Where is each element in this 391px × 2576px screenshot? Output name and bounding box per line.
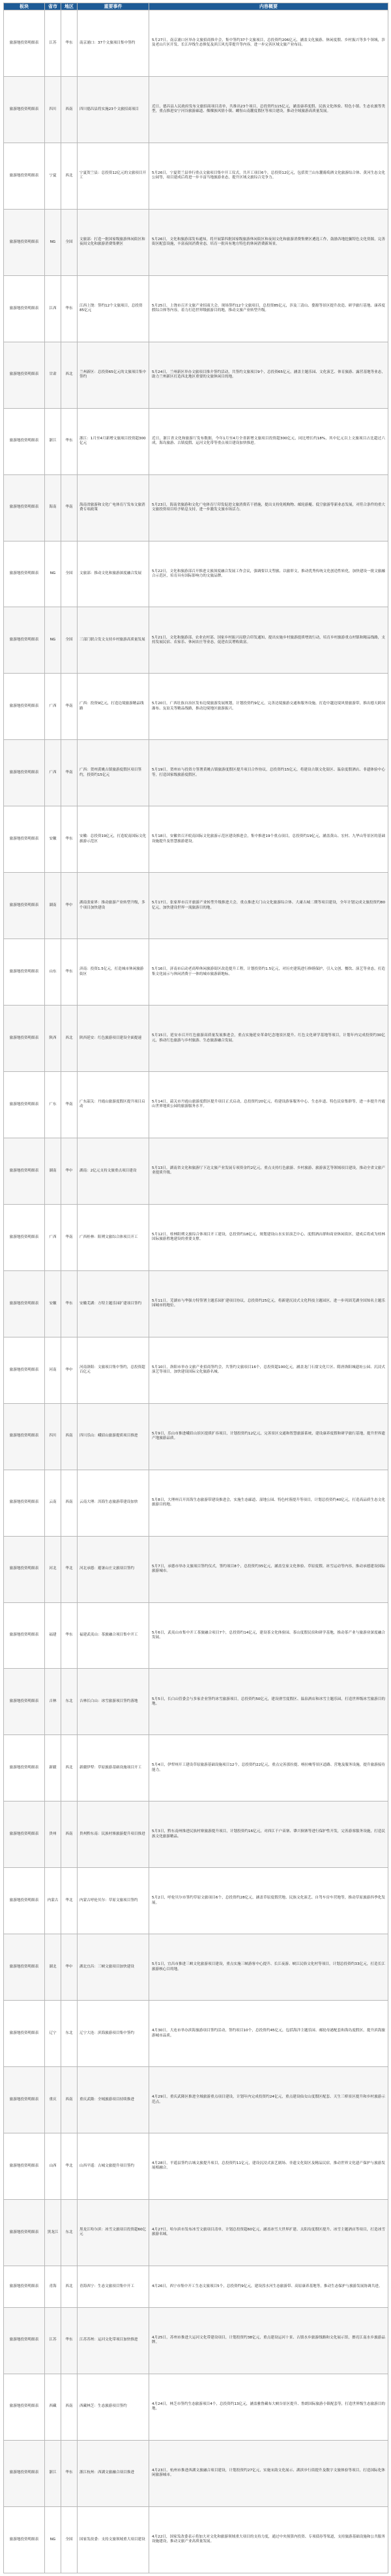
row-title-cell: 云南大理：洱海生态旅游带建设加快	[78, 1470, 149, 1536]
row-area-cell: 华中	[61, 1934, 78, 2001]
table-row	[4, 10, 388, 77]
table-row	[4, 1868, 388, 1934]
row-region-cell: 内蒙古	[45, 1868, 61, 1934]
row-region-cell: 浙江	[45, 408, 61, 474]
row-title-cell: 浙江：1月至4月新增文旅项目投资超300亿元	[78, 408, 149, 474]
row-category-cell: 旅游地投资明细表	[4, 143, 45, 209]
row-area-cell: 西南	[61, 1470, 78, 1536]
row-detail-cell: 5月8日，大理州召开洱海生态旅游带建设推进会，实施生态廊道、湿地公园、特色村落提升等项目，计划总投资约40亿元，打造高品质生态文化旅游目的地。	[149, 1470, 388, 1536]
row-category-cell: 旅游地投资明细表	[4, 275, 45, 342]
row-area-cell: 全国	[61, 541, 78, 607]
row-category-cell: 旅游地投资明细表	[4, 2307, 45, 2374]
row-detail-cell: 4月22日，国家发改委表示将加大对文化和旅游领域重大项目的支持力度，通过中央预算内投资、专项债券等渠道，支持旅游基础设施和公共服务设施建设，推动文旅产业高质量发展。	[149, 2506, 388, 2573]
row-area-cell: 华南	[61, 740, 78, 806]
row-area-cell: 华中	[61, 873, 78, 939]
row-detail-cell: 5月2日，呼伦贝尔市签约草原文旅项目6个，总投资约28亿元，涵盖草原度假营地、民族文化演艺、自驾车房车营地等，推动草原旅游四季化发展。	[149, 1868, 388, 1934]
row-detail-cell: 5月9日，乐山市推进峨眉山景区提质扩容项目，计划投资约12亿元，完善景区交通和智慧旅游系统，建设康养度假和研学旅行基地，提升世界遗产地旅游品质。	[149, 1403, 388, 1470]
table-body	[4, 10, 388, 2573]
row-area-cell: 华北	[61, 1868, 78, 1934]
table-row	[4, 1138, 388, 1204]
row-category-cell: 旅游地投资明细表	[4, 1337, 45, 1403]
row-category-cell: 旅游地投资明细表	[4, 873, 45, 939]
row-title-cell: 国家发改委：支持文旅领域重大项目建设	[78, 2506, 149, 2573]
table-row	[4, 1337, 388, 1403]
row-region-cell: 四川	[45, 76, 61, 143]
row-detail-cell: 4月24日，林芝市签约生态旅游项目4个，总投资约13亿元，涵盖雅鲁藏布大峡谷景区提升、鲁朗国际旅游小镇配套等，打造世界级生态旅游目的地。	[149, 2374, 388, 2440]
row-detail-cell: 5月12日，桂林阳朔文旅综合体项目开工建设，总投资约18亿元，规划建设山水实景演艺中心、度假酒店群和商业休闲街区，建成后将成为桂林国际旅游胜地建设的重要支撑。	[149, 1204, 388, 1270]
row-category-cell: 旅游地投资明细表	[4, 1072, 45, 1138]
row-area-cell: 东北	[61, 1669, 78, 1735]
row-category-cell: 旅游地投资明细表	[4, 607, 45, 674]
row-region-cell: 广东	[45, 1072, 61, 1138]
row-category-cell: 旅游地投资明细表	[4, 2506, 45, 2573]
row-category-cell: 旅游地投资明细表	[4, 1138, 45, 1204]
row-region-cell: 湖南	[45, 873, 61, 939]
row-area-cell: 西北	[61, 1735, 78, 1802]
row-detail-cell: 近日，浙江省文化和旅游厅发布数据，今年1月至4月全省新增文旅项目投资超300亿元，同比增长约18%，其中亿元以上文旅项目占比超过六成，海岛旅游、古镇度假、运河文化带等重点项目建设加快推进。	[149, 408, 388, 474]
row-region-cell: 黑龙江	[45, 2199, 61, 2266]
row-area-cell: 西南	[61, 2374, 78, 2440]
row-area-cell: 全国	[61, 2506, 78, 2573]
row-category-cell: 旅游地投资明细表	[4, 740, 45, 806]
header-detail: 内容概要	[149, 3, 388, 10]
row-title-cell: 安徽芜湖：方特主题乐园扩建项目签约	[78, 1270, 149, 1337]
row-title-cell: 江苏苏州：运河文化带项目加快推进	[78, 2307, 149, 2374]
row-region-cell: 广西	[45, 740, 61, 806]
row-detail-cell: 4月27日，哈尔滨市发布冰雪文旅项目清单，计划总投资超60亿元，涵盖冰雪大世界扩建、太阳岛度假区提升、冰雪主题酒店等项目，打造冰雪旅游名城。	[149, 2199, 388, 2266]
table-row	[4, 2307, 388, 2374]
row-region-cell: 云南	[45, 1470, 61, 1536]
row-title-cell: 南京浦口：37个文旅项目集中签约	[78, 10, 149, 77]
row-area-cell: 全国	[61, 607, 78, 674]
row-area-cell: 东北	[61, 2001, 78, 2067]
row-area-cell: 西南	[61, 1403, 78, 1470]
row-region-cell: 福建	[45, 1602, 61, 1669]
row-category-cell: 旅游地投资明细表	[4, 474, 45, 541]
row-detail-cell: 4月23日，杭州市推进西湖文旅融合项目建设，计划投资约27亿元，实施宋韵文化展示、湖滨步行街提升及数字文旅体验等项目，打造国际化休闲旅游城市。	[149, 2440, 388, 2506]
row-category-cell: 旅游地投资明细表	[4, 2440, 45, 2506]
header-title: 重要事件	[78, 3, 149, 10]
row-detail-cell: 4月26日，西宁市集中开工生态文旅项目5个，总投资约9亿元，建设湟水河生态旅游带、高原康养基地等，推动生态保护与旅游发展协调共进。	[149, 2266, 388, 2307]
row-detail-cell: 5月1日，宜昌市推进三峡文化旅游项目建设，重点实施三峡游客中心提升、长江夜游、峡江民俗文化村等项目，计划总投资约33亿元，打造长江旅游核心目的地。	[149, 1934, 388, 2001]
row-detail-cell: 4月25日，苏州市推进大运河文化带建设项目，计划投资约38亿元，重点建设运河十景、古镇水乡旅游线路和文化展示馆，擦亮江南水乡旅游品牌。	[149, 2307, 388, 2374]
row-detail-cell: 5月10日，洛阳市举办文旅产业招商签约会，共签约文旅项目16个，总投资超100亿元，涵盖龙门石窟文化片区、隋唐洛阳城遗址公园、沉浸式演艺等项目，加快建设国际文化旅游名城。	[149, 1337, 388, 1403]
table-row	[4, 541, 388, 607]
row-title-cell: 宁夏贺兰县：总投资12亿元的文旅项目开工	[78, 143, 149, 209]
row-region-cell: 青海	[45, 2266, 61, 2307]
row-area-cell: 华中	[61, 1138, 78, 1204]
row-detail-cell: 5月14日，韶关市丹霞山旅游度假区提升项目正式启动，总投资约20亿元，将建设游客服务中心、生态步道、特色民宿集群等，进一步提升丹霞山世界地质公园的旅游服务水平。	[149, 1072, 388, 1138]
row-title-cell: 广西桂林：阳朔文旅综合体项目开工	[78, 1204, 149, 1270]
row-region-cell: 江西	[45, 275, 61, 342]
table-row	[4, 2374, 388, 2440]
row-region-cell: NG	[45, 607, 61, 674]
row-detail-cell: 5月26日，宁夏贺兰县举行重点文旅项目集中开工仪式，共开工项目6个，总投资12亿元，包括贺兰山东麓葡萄酒文化旅游综合体、黄河生态文化公园等，项目建成后将进一步丰富当地旅游业态，提升区域文旅综合竞争力。	[149, 143, 388, 209]
row-region-cell: 四川	[45, 1403, 61, 1470]
row-title-cell: 浙江杭州：西湖文旅融合项目推进	[78, 2440, 149, 2506]
row-detail-cell: 5月17日，张家界市召开旅游产业转型升级推进大会，重点推进天门山文化旅游综合体、大庸古城二期等项目建设，全年计划完成文旅投资约80亿元，加快建设世界一流旅游目的地。	[149, 873, 388, 939]
row-detail-cell: 5月11日，芜湖市与华强方特签署主题乐园扩建项目协议，总投资约25亿元，将新建沉浸式文化科技主题园区，进一步巩固芜湖全国知名主题乐园城市的地位。	[149, 1270, 388, 1337]
row-category-cell: 旅游地投资明细表	[4, 1602, 45, 1669]
row-title-cell: 吉林长白山：冰雪旅游项目签约落地	[78, 1669, 149, 1735]
row-area-cell: 华东	[61, 1270, 78, 1337]
row-area-cell: 华中	[61, 1337, 78, 1403]
row-detail-cell: 5月21日，文化和旅游部、农业农村部、国家乡村振兴局联合印发通知，提出实施乡村旅游提质增效行动，培育乡村旅游重点村镇和精品线路，支持发展民宿、农家乐、休闲农庄等业态，促进农民增收致富。	[149, 607, 388, 674]
row-region-cell: 广西	[45, 674, 61, 740]
row-area-cell: 华东	[61, 2307, 78, 2374]
row-area-cell: 华南	[61, 674, 78, 740]
table-row	[4, 1536, 388, 1602]
row-area-cell: 华东	[61, 10, 78, 77]
row-region-cell: 甘肃	[45, 342, 61, 408]
table-row	[4, 2506, 388, 2573]
row-area-cell: 西南	[61, 76, 78, 143]
row-detail-cell: 5月25日，上饶市召开文旅产业招商大会，现场签约12个文旅项目，总投资85亿元，涉及三清山、婺源等景区提升改造、研学旅行基地、康养度假综合体等内容，着力打造世界级旅游目的地，推动文旅产业转型升级。	[149, 275, 388, 342]
row-category-cell: 旅游地投资明细表	[4, 342, 45, 408]
row-category-cell: 旅游地投资明细表	[4, 1006, 45, 1072]
table-row	[4, 408, 388, 474]
row-region-cell: 湖北	[45, 1934, 61, 2001]
row-detail-cell: 5月24日，兰州新区举办文旅项目推介签约活动，共签约文旅项目9个，总投资65亿元，涵盖主题乐园、文化演艺、体育旅游、露营基地等业态，助力兰州新区打造西北地区重要的文旅休闲目的地。	[149, 342, 388, 408]
row-category-cell: 旅游地投资明细表	[4, 2374, 45, 2440]
row-region-cell: 重庆	[45, 2067, 61, 2133]
row-area-cell: 华东	[61, 408, 78, 474]
row-title-cell: 重庆武隆：全域旅游项目持续推进	[78, 2067, 149, 2133]
row-title-cell: 陕西延安：红色旅游项目建设全面提速	[78, 1006, 149, 1072]
row-region-cell: 海南	[45, 474, 61, 541]
row-area-cell: 华北	[61, 2133, 78, 2200]
row-area-cell: 西北	[61, 1006, 78, 1072]
row-region-cell: 安徽	[45, 1270, 61, 1337]
row-category-cell: 旅游地投资明细表	[4, 939, 45, 1006]
table-row	[4, 873, 388, 939]
row-detail-cell: 5月16日，济南市启动老商埠休闲旅游街区改造提升工程，计划投资约1.5亿元，对历史建筑进行修缮保护，引入文创、餐饮、演艺等业态，打造集文化展示与休闲消费于一体的城市旅游新地标。	[149, 939, 388, 1006]
row-area-cell: 华东	[61, 275, 78, 342]
table-row	[4, 1669, 388, 1735]
row-area-cell: 华南	[61, 474, 78, 541]
row-area-cell: 西北	[61, 2266, 78, 2307]
row-detail-cell: 5月26日，文化和旅游部发布通知，将开展第四批国家级旅游休闲街区和夜间文化和旅游消费集聚区遴选工作，鼓励各地挖掘特色文化资源，完善街区配套设施，丰富夜间消费业态，培育一批具有地方特色的休闲消费新场景。	[149, 209, 388, 275]
row-area-cell: 西南	[61, 1802, 78, 1868]
row-region-cell: 陕西	[45, 1006, 61, 1072]
table-row	[4, 1270, 388, 1337]
row-category-cell: 旅游地投资明细表	[4, 1868, 45, 1934]
row-detail-cell: 5月20日，广西壮族自治区发布边境旅游发展规划，计划投资约9亿元，完善边境旅游交通和服务设施，打造中越边境风情旅游带，推出德天跨国瀑布、友谊关等精品线路，推动边境地区旅游振兴。	[149, 674, 388, 740]
row-detail-cell: 5月22日，文化和旅游部召开推进文旅深度融合发展工作会议，强调要以文塑旅、以旅彰文，推动优秀传统文化创造性转化，加快建设一批文旅融合示范区，培育具有国际影响力的文旅品牌。	[149, 541, 388, 607]
row-title-cell: 河北承德：避暑山庄文旅项目签约	[78, 1536, 149, 1602]
table-row	[4, 2133, 388, 2200]
row-region-cell: 山东	[45, 939, 61, 1006]
table-row	[4, 939, 388, 1006]
row-region-cell: 江苏	[45, 2307, 61, 2374]
row-category-cell: 旅游地投资明细表	[4, 1204, 45, 1270]
row-category-cell: 旅游地投资明细表	[4, 76, 45, 143]
row-title-cell: 四川德昌县将实施23个文旅招商项目	[78, 76, 149, 143]
row-category-cell: 旅游地投资明细表	[4, 1802, 45, 1868]
row-area-cell: 华北	[61, 1536, 78, 1602]
row-area-cell: 西南	[61, 2067, 78, 2133]
table-row	[4, 1934, 388, 2001]
row-detail-cell: 5月5日，长白山管委会与多家企业签约冰雪旅游项目，总投资约50亿元，建设滑雪度假区、温泉酒店和冰雪主题乐园，打造世界级冰雪旅游目的地。	[149, 1669, 388, 1735]
table-row	[4, 1006, 388, 1072]
row-title-cell: 四川乐山：峨眉山旅游提质项目推进	[78, 1403, 149, 1470]
row-detail-cell: 5月4日，伊犁州开工建设草原旅游基础设施项目12个，总投资约22亿元，重点完善那拉提、喀拉峻等景区道路、营地及服务设施，提升旅游接待能力。	[149, 1735, 388, 1802]
table-row	[4, 1403, 388, 1470]
row-region-cell: 安徽	[45, 806, 61, 873]
row-area-cell: 华东	[61, 939, 78, 1006]
table-row	[4, 209, 388, 275]
row-title-cell: 河南洛阳：文旅项目集中签约，总投资超百亿元	[78, 1337, 149, 1403]
table-row	[4, 143, 388, 209]
table-row	[4, 1802, 388, 1868]
row-title-cell: 新疆伊犁：草原旅游基础设施项目开工	[78, 1735, 149, 1802]
row-title-cell: 广东韶关：丹霞山旅游度假区提升项目启动	[78, 1072, 149, 1138]
row-region-cell: 辽宁	[45, 2001, 61, 2067]
header-area: 地区	[61, 3, 78, 10]
row-region-cell: NG	[45, 209, 61, 275]
table-row	[4, 674, 388, 740]
row-title-cell: 海南省旅游和文化广电体育厅发布文旅消费专项政策	[78, 474, 149, 541]
row-title-cell: 贵州黔东南：民族村寨旅游提升项目推进	[78, 1802, 149, 1868]
row-title-cell: 辽宁大连：滨海旅游项目集中签约	[78, 2001, 149, 2067]
row-title-cell: 黑龙江哈尔滨：冰雪文旅项目投资超60亿元	[78, 2199, 149, 2266]
row-area-cell: 华南	[61, 1204, 78, 1270]
table-row	[4, 2001, 388, 2067]
row-region-cell: 广西	[45, 1204, 61, 1270]
table-row	[4, 607, 388, 674]
table-row	[4, 806, 388, 873]
row-category-cell: 旅游地投资明细表	[4, 1270, 45, 1337]
row-detail-cell: 5月15日，延安市召开红色旅游高质量发展推进会，重点实施延安革命纪念地景区提升、红色文化研学基地等项目，计划年内完成投资约30亿元，推动红色旅游与乡村旅游、生态旅游融合发展。	[149, 1006, 388, 1072]
row-title-cell: 文旅部：推动文化和旅游深度融合发展	[78, 541, 149, 607]
row-title-cell: 安徽：总投资19亿元，打造皖南国际文化旅游示范区	[78, 806, 149, 873]
news-table	[3, 3, 388, 2573]
row-category-cell: 旅游地投资明细表	[4, 674, 45, 740]
row-title-cell: 江西上饶：签约12个文旅项目，总投资85亿元	[78, 275, 149, 342]
row-area-cell: 华南	[61, 1072, 78, 1138]
row-title-cell: 湖南张家界：推动旅游产业转型升级，多个项目加快建设	[78, 873, 149, 939]
row-category-cell: 旅游地投资明细表	[4, 10, 45, 77]
row-category-cell: 旅游地投资明细表	[4, 806, 45, 873]
row-region-cell: 西藏	[45, 2374, 61, 2440]
row-region-cell: 贵州	[45, 1802, 61, 1868]
row-category-cell: 旅游地投资明细表	[4, 209, 45, 275]
table-row	[4, 76, 388, 143]
row-title-cell: 兰州新区：总投资65亿元的文旅项目集中签约	[78, 342, 149, 408]
row-title-cell: 内蒙古呼伦贝尔：草原文旅项目签约	[78, 1868, 149, 1934]
row-area-cell: 全国	[61, 209, 78, 275]
row-region-cell: 山西	[45, 2133, 61, 2200]
row-category-cell: 旅游地投资明细表	[4, 2199, 45, 2266]
table-row	[4, 2067, 388, 2133]
table-row	[4, 275, 388, 342]
row-title-cell: 文旅部：打造一批国家级旅游休闲街区和夜间文化和旅游消费集聚区	[78, 209, 149, 275]
row-title-cell: 广西：贺州黄姚古镇旅游度假区项目签约，投资约15亿元	[78, 740, 149, 806]
row-detail-cell: 5月27日，南京浦口区举办文旅招商推介会，集中签约37个文旅项目，总投资约206亿元，涵盖文化旅游、休闲度假、乡村振兴等多个领域，涉及老山片区开发、长江岸线生态修复及滨江风光带提升等内容，进一步完善区域文旅产业布局。	[149, 10, 388, 77]
row-detail-cell: 5月6日，武夷山市集中开工茶旅融合项目7个，总投资约14亿元，建设茶文化体验园、茶山度假民宿和研学基地，推动茶产业与旅游业深度融合发展。	[149, 1602, 388, 1669]
table-row	[4, 474, 388, 541]
row-category-cell: 旅游地投资明细表	[4, 1403, 45, 1470]
row-category-cell: 旅游地投资明细表	[4, 2001, 45, 2067]
row-category-cell: 旅游地投资明细表	[4, 541, 45, 607]
row-detail-cell: 5月23日，海南省旅游和文化广电体育厅印发促进文旅消费若干措施，提出支持免税购物、邮轮游艇、低空旅游等新业态发展，对符合条件的重大文旅投资项目给予贴息支持，进一步激发文旅市场活力。	[149, 474, 388, 541]
row-detail-cell: 4月29日，重庆武隆区推进全域旅游重点项目建设，计划年内完成投资约24亿元，重点建设仙女山度假区配套、天生三桥景区提升和乡村旅游示范点。	[149, 2067, 388, 2133]
row-region-cell: 新疆	[45, 1735, 61, 1802]
row-detail-cell: 5月19日，贺州市与投资方签署黄姚古镇旅游度假区提升项目合作协议，总投资约15亿元，将建设古镇文化街区、温泉度假酒店、非遗体验中心等，打造国家级旅游度假区。	[149, 740, 388, 806]
row-title-cell: 山西平遥：古城文旅提升项目签约	[78, 2133, 149, 2200]
row-category-cell: 旅游地投资明细表	[4, 1536, 45, 1602]
row-detail-cell: 4月28日，平遥县签约古城文旅提升项目，总投资约11亿元，建设沉浸式演艺剧场、非遗文化街区及精品民宿，推动世界文化遗产保护与旅游发展相融合。	[149, 2133, 388, 2200]
row-region-cell: 河南	[45, 1337, 61, 1403]
row-title-cell: 湖南：2亿元支持文旅重点项目建设	[78, 1138, 149, 1204]
row-category-cell: 旅游地投资明细表	[4, 1934, 45, 2001]
row-region-cell: 湖南	[45, 1138, 61, 1204]
row-detail-cell: 5月18日，安徽省召开皖南国际文化旅游示范区建设推进会，集中推进19个重点项目，总投资约19亿元，涵盖黄山、宏村、九华山等景区的基础设施提升及智慧旅游建设。	[149, 806, 388, 873]
row-category-cell: 旅游地投资明细表	[4, 1470, 45, 1536]
row-region-cell: NG	[45, 2506, 61, 2573]
table-row	[4, 342, 388, 408]
row-detail-cell: 4月30日，大连市举办滨海旅游项目签约活动，签约项目10个，总投资约45亿元，包括海洋主题乐园、邮轮母港配套和海岛度假区，提升滨海旅游城市品质。	[149, 2001, 388, 2067]
table-row	[4, 1072, 388, 1138]
table-row	[4, 740, 388, 806]
row-region-cell: 江苏	[45, 10, 61, 77]
row-detail-cell: 5月7日，承德市举办文旅项目签约仪式，签约项目8个，总投资约35亿元，涵盖皇家文化体验、草原度假、冰雪运动等内容，推动承德建设国际旅游城市。	[149, 1536, 388, 1602]
row-detail-cell: 近日，德昌县人民政府发布文旅招商项目清单，共推出23个项目，总投资约115亿元，涵盖康养度假、民族文化体验、特色小镇、生态农旅等类型，重点推进安宁河谷旅游廊道、傈僳族风情小镇、螺髻山南麓度假区等项目建设，推动全域旅游高质量发展。	[149, 76, 388, 143]
row-region-cell: 河北	[45, 1536, 61, 1602]
table-row	[4, 1470, 388, 1536]
row-title-cell: 济南：投资1.5亿元，打造城市休闲旅游街区	[78, 939, 149, 1006]
row-area-cell: 华东	[61, 2440, 78, 2506]
row-title-cell: 湖北宜昌：三峡文旅项目加快建设	[78, 1934, 149, 2001]
table-row	[4, 2199, 388, 2266]
row-region-cell: 浙江	[45, 2440, 61, 2506]
table-row	[4, 1204, 388, 1270]
table-row	[4, 1735, 388, 1802]
row-detail-cell: 5月3日，黔东南州推进民族村寨旅游提升项目，计划投资约16亿元，对西江千户苗寨、肇兴侗寨等进行保护性开发，完善游客服务设施，打造民族文化旅游精品。	[149, 1802, 388, 1868]
row-area-cell: 华东	[61, 1602, 78, 1669]
row-category-cell: 旅游地投资明细表	[4, 2266, 45, 2307]
row-category-cell: 旅游地投资明细表	[4, 2133, 45, 2200]
row-region-cell: NG	[45, 541, 61, 607]
table-row	[4, 2440, 388, 2506]
header-category: 板块	[4, 3, 45, 10]
row-category-cell: 旅游地投资明细表	[4, 1735, 45, 1802]
row-title-cell: 西藏林芝：生态旅游项目签约	[78, 2374, 149, 2440]
row-category-cell: 旅游地投资明细表	[4, 1669, 45, 1735]
row-title-cell: 青海西宁：生态文旅项目集中开工	[78, 2266, 149, 2307]
table-row	[4, 2266, 388, 2307]
row-area-cell: 华东	[61, 806, 78, 873]
row-category-cell: 旅游地投资明细表	[4, 408, 45, 474]
row-category-cell: 旅游地投资明细表	[4, 2067, 45, 2133]
header-row	[4, 3, 388, 10]
row-area-cell: 东北	[61, 2199, 78, 2266]
row-title-cell: 福建武夷山：茶旅融合项目集中开工	[78, 1602, 149, 1669]
row-area-cell: 西北	[61, 143, 78, 209]
row-region-cell: 宁夏	[45, 143, 61, 209]
row-title-cell: 三部门联合发文支持乡村旅游高质量发展	[78, 607, 149, 674]
row-region-cell: 吉林	[45, 1669, 61, 1735]
header-region: 省市	[45, 3, 61, 10]
table-row	[4, 1602, 388, 1669]
row-area-cell: 西北	[61, 342, 78, 408]
row-detail-cell: 5月13日，湖南省文化和旅游厅下达文旅产业发展专项资金约2亿元，重点支持红色旅游、乡村旅游、旅游演艺等领域项目建设，推动全省文旅产业提质升级。	[149, 1138, 388, 1204]
row-title-cell: 广西：投资9亿元，打造边境旅游精品线路	[78, 674, 149, 740]
